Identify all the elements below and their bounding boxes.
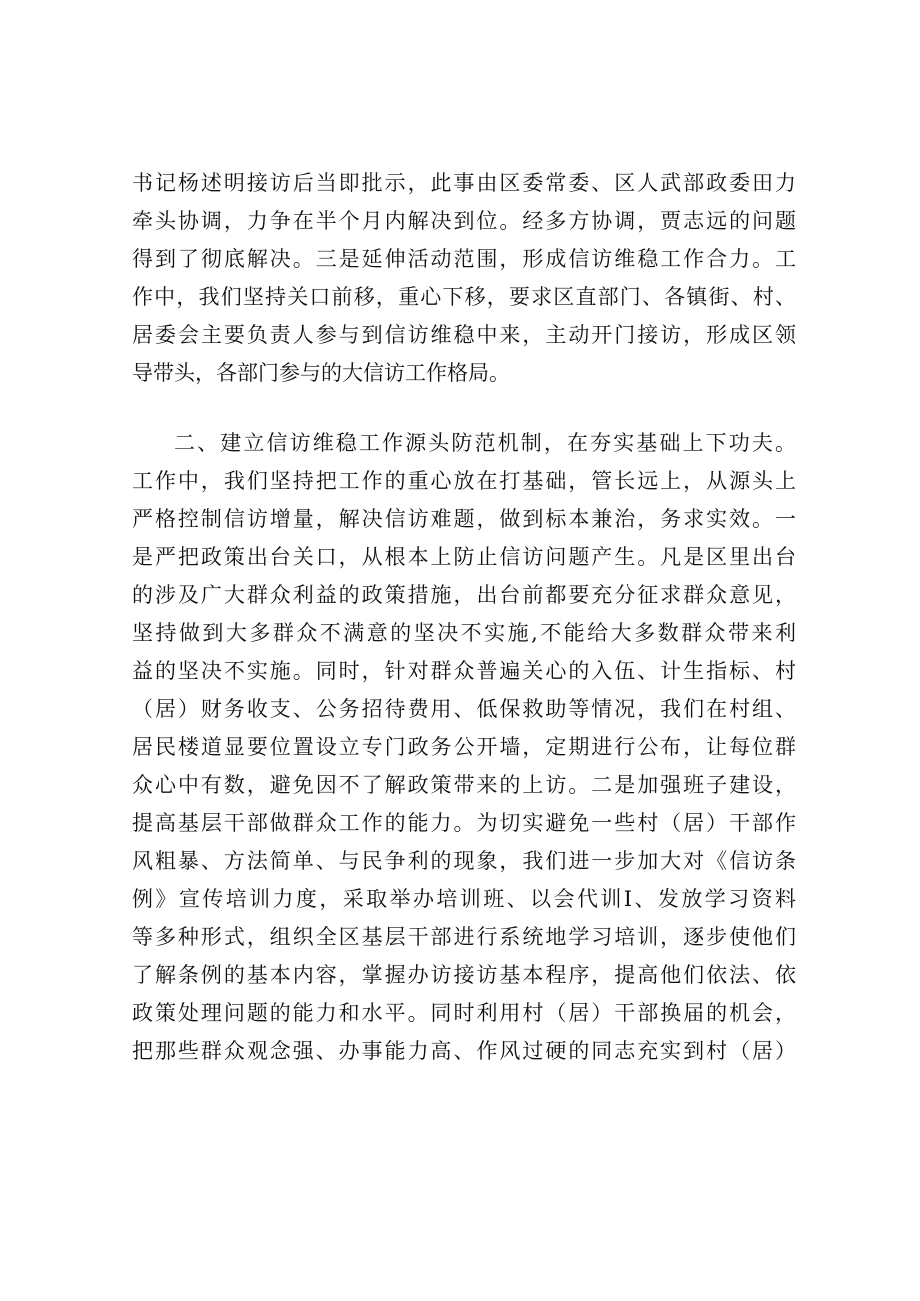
paragraph-continued [132,164,796,392]
text-line: 把那些群众观念强、办事能力高、作风过硬的同志充实到村（居） [132,1039,796,1063]
text-line: 工作中，我们坚持把工作的重心放在打基础，管长远上，从源头上 [132,469,796,493]
text-line: 益的坚决不实施。同时，针对群众普遍关心的入伍、计生指标、村 [132,659,796,683]
text-line: 居委会主要负责人参与到信访维稳中来，主动开门接访，形成区领 [132,323,796,347]
text-line: 政策处理问题的能力和水平。同时利用村（居）干部换届的机会， [132,1001,796,1025]
text-line: 牵头协调，力争在半个月内解决到位。经多方协调，贾志远的问题 [132,209,796,233]
text-line: 等多种形式，组织全区基层干部进行系统地学习培训，逐步使他们 [132,925,796,949]
section-heading-line: 二、建立信访维稳工作源头防范机制，在夯实基础上下功夫。 [174,431,796,455]
text-line: 风粗暴、方法简单、与民争利的现象，我们进一步加大对《信访条 [132,849,796,873]
text-line: 得到了彻底解决。三是延伸活动范围，形成信访维稳工作合力。工 [132,247,796,271]
text-line: 了解条例的基本内容，掌握办访接访基本程序，提高他们依法、依 [132,963,796,987]
text-line: 作中，我们坚持关口前移，重心下移，要求区直部门、各镇街、村、 [132,285,796,309]
paragraph-section-two [132,424,796,1070]
text-line: 书记杨述明接访后当即批示，此事由区委常委、区人武部政委田力 [132,171,796,195]
text-line: 众心中有数，避免因不了解政策带来的上访。二是加强班子建设， [132,773,796,797]
text-line: 导带头，各部门参与的大信访工作格局。 [132,361,510,385]
text-line: 坚持做到大多群众不满意的坚决不实施,不能给大多数群众带来利 [132,621,796,645]
text-line: 例》宣传培训力度，采取举办培训班、以会代训I、发放学习资料 [132,887,796,911]
text-line: 的涉及广大群众利益的政策措施，出台前都要充分征求群众意见， [132,583,796,607]
text-line: 居民楼道显要位置设立专门政务公开墙，定期进行公布，让每位群 [132,735,796,759]
text-line: （居）财务收支、公务招待费用、低保救助等情况，我们在村组、 [132,697,796,721]
text-line: 提高基层干部做群众工作的能力。为切实避免一些村（居）干部作 [132,811,796,835]
text-line: 是严把政策出台关口，从根本上防止信访问题产生。凡是区里出台 [132,545,796,569]
text-line: 严格控制信访增量，解决信访难题，做到标本兼治，务求实效。一 [132,507,796,531]
